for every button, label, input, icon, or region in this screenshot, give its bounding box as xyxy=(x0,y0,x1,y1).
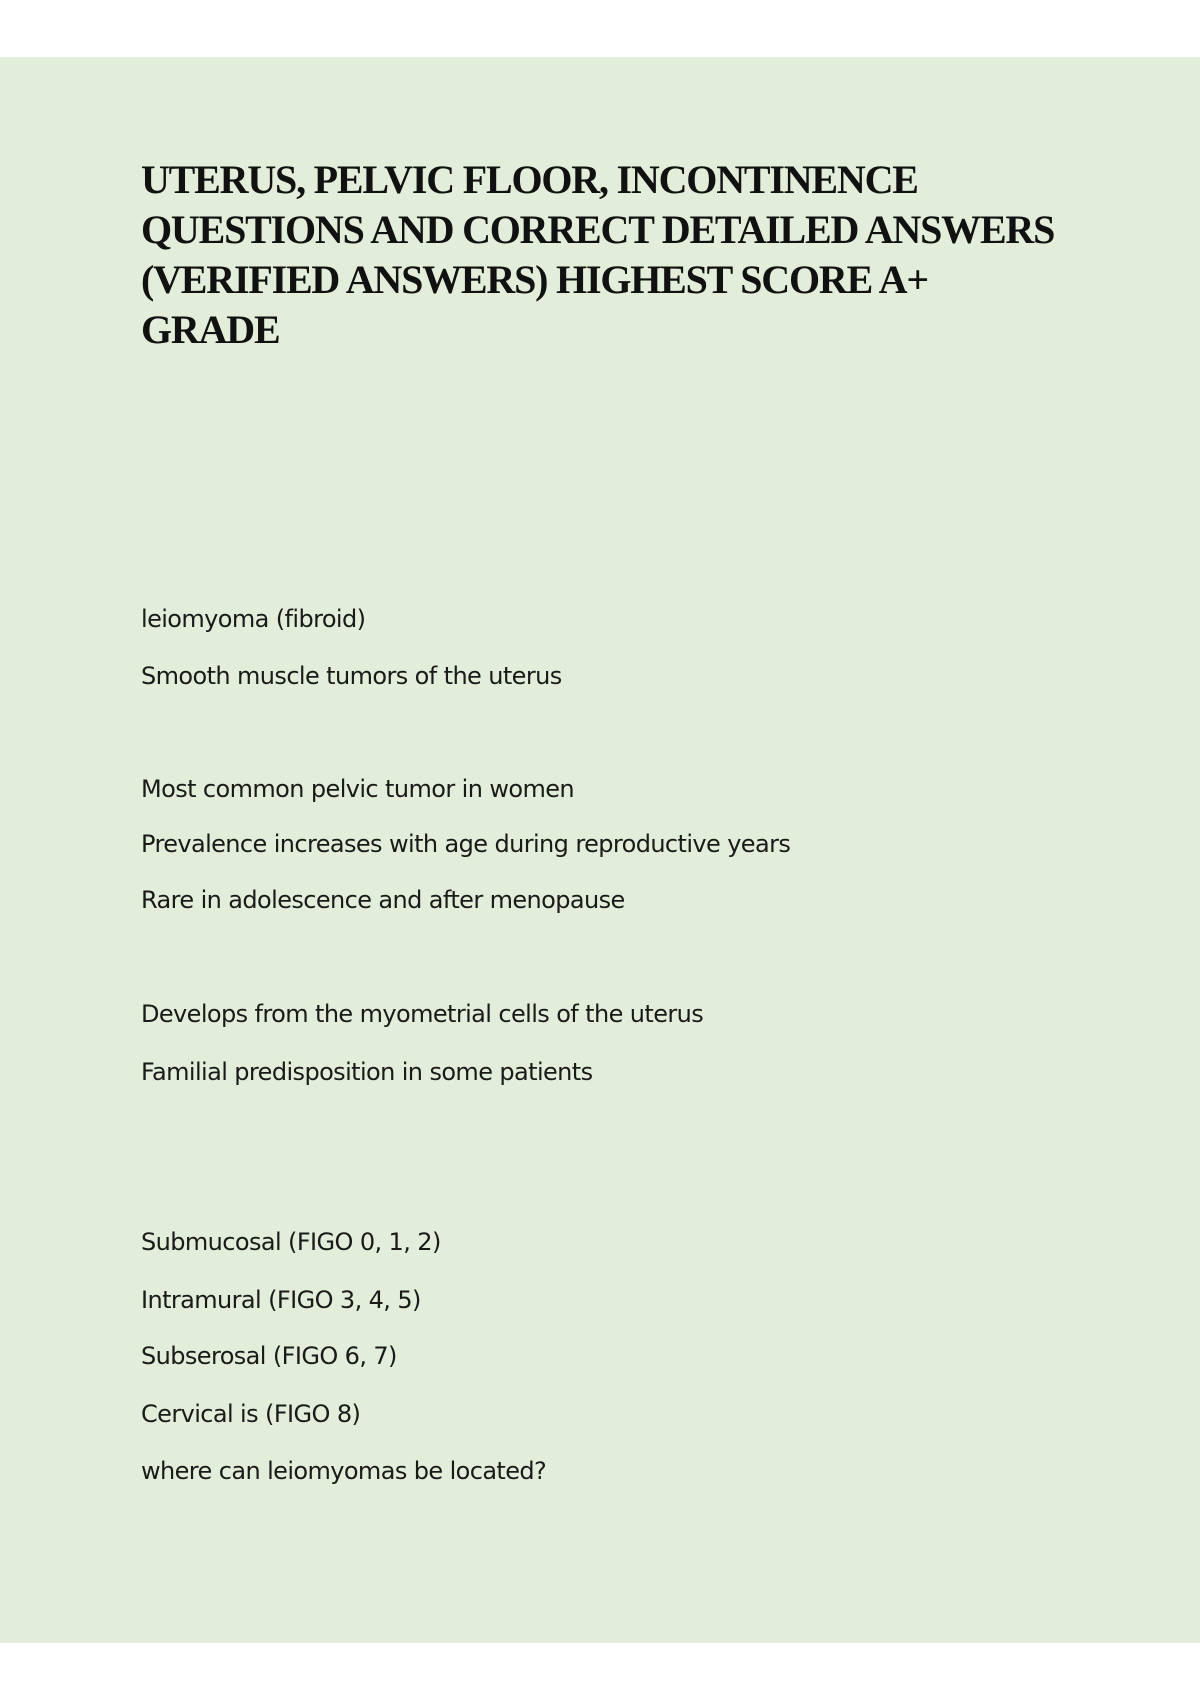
term-line: leiomyoma (fibroid) xyxy=(141,605,366,633)
text-line: Intramural (FIGO 3, 4, 5) xyxy=(141,1286,421,1314)
text-line: Subserosal (FIGO 6, 7) xyxy=(141,1342,397,1370)
title-line: (VERIFIED ANSWERS) HIGHEST SCORE A+ xyxy=(141,257,928,302)
text-line: Most common pelvic tumor in women xyxy=(141,775,575,803)
document-title xyxy=(141,155,1121,355)
text-line: Cervical is (FIGO 8) xyxy=(141,1400,361,1428)
title-line: UTERUS, PELVIC FLOOR, INCONTINENCE xyxy=(141,157,918,202)
text-line: Submucosal (FIGO 0, 1, 2) xyxy=(141,1228,441,1256)
text-line: Prevalence increases with age during reproductive years xyxy=(141,830,791,858)
document-page xyxy=(0,57,1200,1643)
text-line: Rare in adolescence and after menopause xyxy=(141,886,625,914)
question-line: where can leiomyomas be located? xyxy=(141,1457,547,1485)
definition-line: Smooth muscle tumors of the uterus xyxy=(141,662,562,690)
title-line: GRADE xyxy=(141,307,280,352)
text-line: Develops from the myometrial cells of the uterus xyxy=(141,1000,704,1028)
title-line: QUESTIONS AND CORRECT DETAILED ANSWERS xyxy=(141,207,1055,252)
text-line: Familial predisposition in some patients xyxy=(141,1058,593,1086)
